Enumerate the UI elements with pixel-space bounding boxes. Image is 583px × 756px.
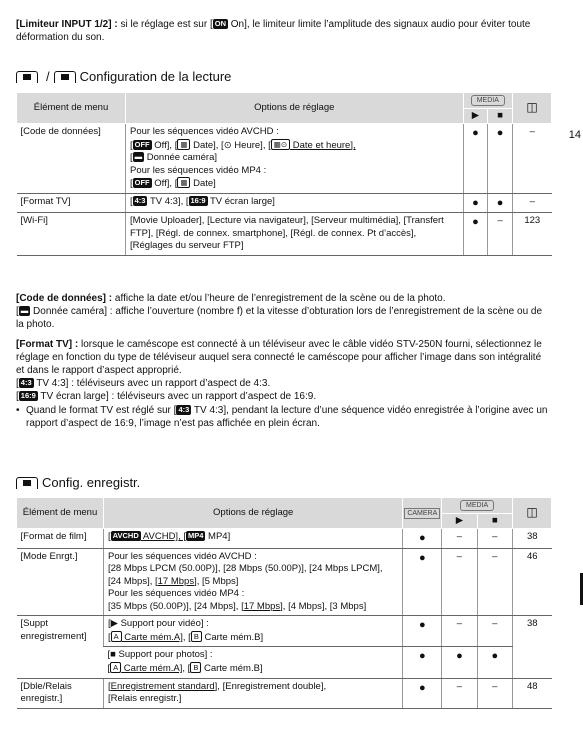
section-title-recording (16, 474, 552, 491)
cell-camera: ● (403, 678, 442, 708)
photo-icon: ■ (491, 514, 498, 526)
desc-tv169: [ 16:9 TV écran large] : téléviseurs avec un rapport d’aspect de 16:9. (16, 391, 317, 403)
tv43-icon: 4:3 (134, 195, 146, 205)
cell-page: 46 (513, 548, 552, 616)
col-header-item: Élément de menu (17, 93, 126, 124)
tv169-icon: 16:9 (20, 391, 36, 401)
camera-data-icon: ▬ (20, 306, 29, 316)
option-line: Pour les séquences vidéo AVCHD : (130, 126, 279, 138)
playback-settings-table (16, 92, 552, 256)
cell-movie: ● (463, 213, 488, 256)
section-title-playback (16, 68, 552, 85)
row-item: [Wi-Fi] (17, 213, 126, 256)
cell-movie: – (442, 529, 477, 549)
cell-camera: ● (403, 529, 442, 549)
col-header-photo (477, 513, 512, 529)
table-row (17, 193, 552, 213)
col-header-media (442, 498, 513, 514)
bullet: • (16, 404, 20, 416)
col-header-photo (488, 108, 513, 124)
photo-icon: ■ (497, 109, 503, 121)
card-b-icon: B (191, 631, 202, 642)
cell-photo: ● (488, 124, 513, 194)
row-item: [Mode Enrgt.] (17, 548, 104, 616)
camera-icon: CAMERA (404, 508, 440, 519)
desc-format-tv: [Format TV] : lorsque le caméscope est connecté à un téléviseur avec le câble vidéo STV-250N fourni, sélectionnez le réglage en fonction du type de téléviseur auquel sera connecté le caméscope pour afficher l’image dans son intégralité et dans le rapport d’aspect approprié. (16, 338, 542, 376)
recording-tab-icon (16, 477, 38, 489)
time-icon: ⊙ (223, 139, 232, 151)
section-playback (16, 68, 552, 256)
row-options: [■ Support pour photos] : [ A Carte mém.A], [ B Carte mém.B] (104, 647, 403, 678)
book-icon: ◫ (526, 505, 538, 520)
row-item: [Format TV] (17, 193, 126, 213)
cell-camera: ● (403, 548, 442, 616)
on-icon: ON (214, 19, 226, 28)
off-icon: OFF (134, 178, 150, 188)
cell-movie: – (442, 616, 477, 647)
cell-photo: – (477, 616, 512, 647)
table-row (17, 678, 552, 708)
desc-tv43: [ 4:3 TV 4:3] : téléviseurs avec un rapport d’aspect de 4:3. (16, 378, 271, 390)
row-options: [Movie Uploader], [Lecture via navigateur], [Serveur multimédia], [Transfert FTP], [Régl. de connex. smartphone], [Régl. de connex. Pt d’accès], [Réglages du serveur FTP] (126, 213, 464, 256)
intro-text: si le réglage est sur [ (117, 19, 213, 30)
cell-camera: ● (403, 647, 442, 678)
cell-movie: ● (463, 193, 488, 213)
recording-settings-table (16, 497, 552, 708)
option-line: Pour les séquences vidéo MP4 : (130, 164, 267, 176)
media-icon: MEDIA (460, 500, 494, 511)
tab-separator: / (46, 69, 50, 84)
cell-page: – (513, 193, 552, 213)
card-a-icon: A (110, 662, 121, 673)
table-row (17, 124, 552, 194)
photo-icon: ■ (110, 649, 116, 661)
tv43-icon: 4:3 (20, 378, 32, 388)
col-header-movie (442, 513, 477, 529)
intro-label: [Limiteur INPUT 1/2] : (16, 19, 118, 30)
mp4-icon: MP4 (188, 531, 204, 541)
cell-photo: – (477, 548, 512, 616)
row-item: [Format de film] (17, 529, 104, 549)
off-icon: OFF (134, 139, 150, 149)
book-icon: ◫ (526, 100, 538, 115)
row-options: [▶ Support pour vidéo] : [ A Carte mém.A], [ B Carte mém.B] (104, 616, 403, 647)
avchd-icon: AVCHD (112, 531, 139, 541)
desc-code: [Code de données] : affiche la date et/ou l’heure de l’enregistrement de la scène ou de la photo. (16, 293, 446, 304)
photo-tab-icon (54, 71, 76, 83)
option-line: [ OFF Off], [ ▦ Date], [⊙ Heure], [ ▦⊙ Date et heure], (130, 139, 356, 151)
date-time-icon: ▦⊙ (271, 139, 290, 150)
row-options: [Enregistrement standard], [Enregistrement double], [Relais enregistr.] (104, 678, 403, 708)
table-row (17, 529, 552, 549)
option-line: [ ▬ Donnée caméra] (130, 152, 218, 164)
section-recording (16, 474, 552, 709)
desc-camera-data: [ ▬ Donnée caméra] : affiche l’ouverture (nombre f) et la vitesse d’obturation lors de l’enregistrement de la scène ou de la photo. (16, 306, 543, 331)
cell-photo: – (488, 213, 513, 256)
section2-title: Config. enregistr. (42, 475, 141, 490)
cell-page: 48 (513, 678, 552, 708)
col-header-options: Options de réglage (104, 498, 403, 529)
cell-movie: ● (463, 124, 488, 194)
movie-icon: ▶ (455, 514, 464, 526)
cell-page: – (513, 124, 552, 194)
section1-title: Configuration de la lecture (79, 69, 232, 84)
descriptions (16, 292, 552, 430)
cell-page: 38 (513, 529, 552, 549)
col-header-page (513, 498, 552, 529)
movie-icon: ▶ (471, 109, 480, 121)
col-header-movie (463, 108, 488, 124)
col-header-options: Options de réglage (126, 93, 464, 124)
table-row (17, 213, 552, 256)
date-icon: ▦ (177, 139, 190, 150)
cell-movie: – (442, 548, 477, 616)
tv169-icon: 16:9 (190, 195, 206, 205)
cell-movie: ● (442, 647, 477, 678)
movie-icon: ▶ (110, 618, 118, 630)
row-item: [Code de données] (17, 124, 126, 194)
row-item: [Dble/Relais enregistr.] (17, 678, 104, 708)
row-options (126, 124, 464, 194)
row-item: [Suppt enregistrement] (17, 616, 104, 678)
col-header-media (463, 93, 512, 109)
camera-data-icon: ▬ (134, 152, 143, 162)
option-line: [ OFF Off], [ ▦ Date] (130, 178, 216, 190)
date-icon: ▦ (177, 177, 190, 188)
card-a-icon: A (111, 631, 122, 642)
table-row (17, 616, 552, 647)
intro-text-2: On], le limiteur limite l’amplitude des signaux audio pour éviter toute déformation du son. (16, 19, 531, 44)
col-header-camera (403, 498, 442, 529)
intro-paragraph (16, 18, 556, 44)
tv43-icon: 4:3 (178, 404, 190, 414)
table-row (17, 548, 552, 616)
playback-tab-icon (16, 71, 38, 83)
card-b-icon: B (190, 662, 201, 673)
cell-photo: – (477, 678, 512, 708)
col-header-page (513, 93, 552, 124)
row-options: Pour les séquences vidéo AVCHD : [28 Mbps LPCM (50.00P)], [28 Mbps (50.00P)], [24 Mbps LPCM], [24 Mbps], [17 Mbps], [5 Mbps] Pour les séquences vidéo MP4 : [35 Mbps (50.00P)], [24 Mbps], [17 Mbps], [4 Mbps], [3 Mbps] (104, 548, 403, 616)
cell-page: 123 (513, 213, 552, 256)
cell-movie: – (442, 678, 477, 708)
cell-photo: ● (477, 647, 512, 678)
desc-note: • Quand le format TV est réglé sur [ 4:3 TV 4:3], pendant la lecture d’une séquence vidéo enregistrée à l’origine avec un rapport d’aspect de 16:9, l’image n’est pas affichée en plein écran. (16, 404, 548, 429)
cell-photo: – (477, 529, 512, 549)
cell-page: 38 (513, 616, 552, 678)
row-options: [ 4:3 TV 4:3], [ 16:9 TV écran large] (126, 193, 464, 213)
col-header-item: Élément de menu (17, 498, 104, 529)
media-icon: MEDIA (471, 95, 505, 106)
cell-camera: ● (403, 616, 442, 647)
row-options: [ AVCHD AVCHD], [ MP4 MP4] (104, 529, 403, 549)
page-number: 14 (568, 129, 581, 141)
cell-photo: ● (488, 193, 513, 213)
